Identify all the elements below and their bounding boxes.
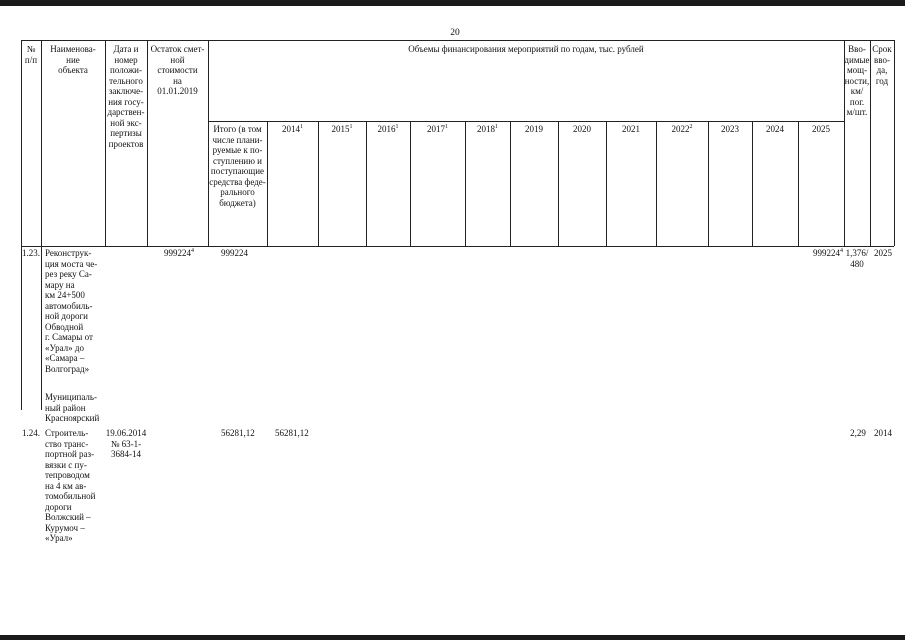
col-line [752,121,753,246]
col-line [656,121,657,246]
col-line [465,121,466,246]
row-num: 1.23. [22,248,40,258]
col-line [410,121,411,246]
header-bottom-border [21,246,894,247]
row-2025: 999224$^4$ [813,248,843,258]
year-header: 2019 [525,124,543,134]
col-line [510,121,511,246]
year-header: 2020 [573,124,591,134]
row-term: 2025 [874,248,892,258]
header-num: № п/п [24,44,38,65]
col-line [267,121,268,246]
year-header: 2025 [812,124,830,134]
col-line [21,40,22,410]
section-label: Муниципаль- ный район Красноярский [45,392,100,423]
row-2014: 56281,12 [275,428,309,438]
col-line [366,121,367,246]
page-number: 20 [450,28,460,38]
year-header: 2017$^1$ [427,124,448,134]
row-remainder: 999224$^4$ [164,248,194,258]
col-line [894,40,895,246]
year-header: 2021 [622,124,640,134]
col-line [606,121,607,246]
year-header: 2016$^1$ [377,124,399,134]
table-top-border [21,40,894,41]
header-total: Итого (в том числе плани- руемые к по- ступлению и поступающие средства феде- рального бюджета) [209,124,266,208]
row-capacity: 2,29 [850,428,866,438]
header-financing: Объемы финансирования мероприятий по годам, тыс. рублей [408,44,644,54]
header-expertise-date: Дата и номер положи- тельного заключе- ния госу- дарствен- ной экс- пертизы проектов [107,44,145,149]
row-total: 999224 [221,248,248,258]
scan-top-edge [0,0,905,6]
col-line [318,121,319,246]
row-expertise-date: 19.06.2014 № 63-1- 3684-14 [105,428,147,459]
row-capacity: 1,376/ 480 [845,248,869,269]
row-num: 1.24. [22,428,40,438]
col-line [41,40,42,410]
header-term: Срок вво- да, год [872,44,892,86]
row-object-name: Реконструк- ция моста че- рез реку Са- мару на км 24+500 автомобиль- ной дороги Обводной г. Самары от «Урал» до «Самара – Волгоград» [45,248,98,374]
year-header: 2015$^1$ [331,124,353,134]
header-remainder: Остаток смет- ной стоимости на 01.01.2019 [150,44,205,96]
year-header: 2023 [721,124,739,134]
row-term: 2014 [874,428,892,438]
year-row-border [208,121,844,122]
year-header: 2018$^1$ [477,124,498,134]
year-header: 2014$^1$ [282,124,303,134]
row-total: 56281,12 [221,428,255,438]
header-capacity: Вво- димые мощ- ности, км/ пог. м/шт. [844,44,870,117]
year-header: 2024 [766,124,784,134]
col-line [708,121,709,246]
col-line [558,121,559,246]
scan-bottom-edge [0,635,905,640]
col-line [798,121,799,246]
header-name: Наименова- ние объекта [50,44,96,75]
year-header: 2022$^2$ [671,124,693,134]
row-object-name: Строитель- ство транс- портной раз- вязки с пу- тепроводом на 4 км ав- томобильной дороги Волжский – Курумоч – «Урал» [45,428,96,543]
